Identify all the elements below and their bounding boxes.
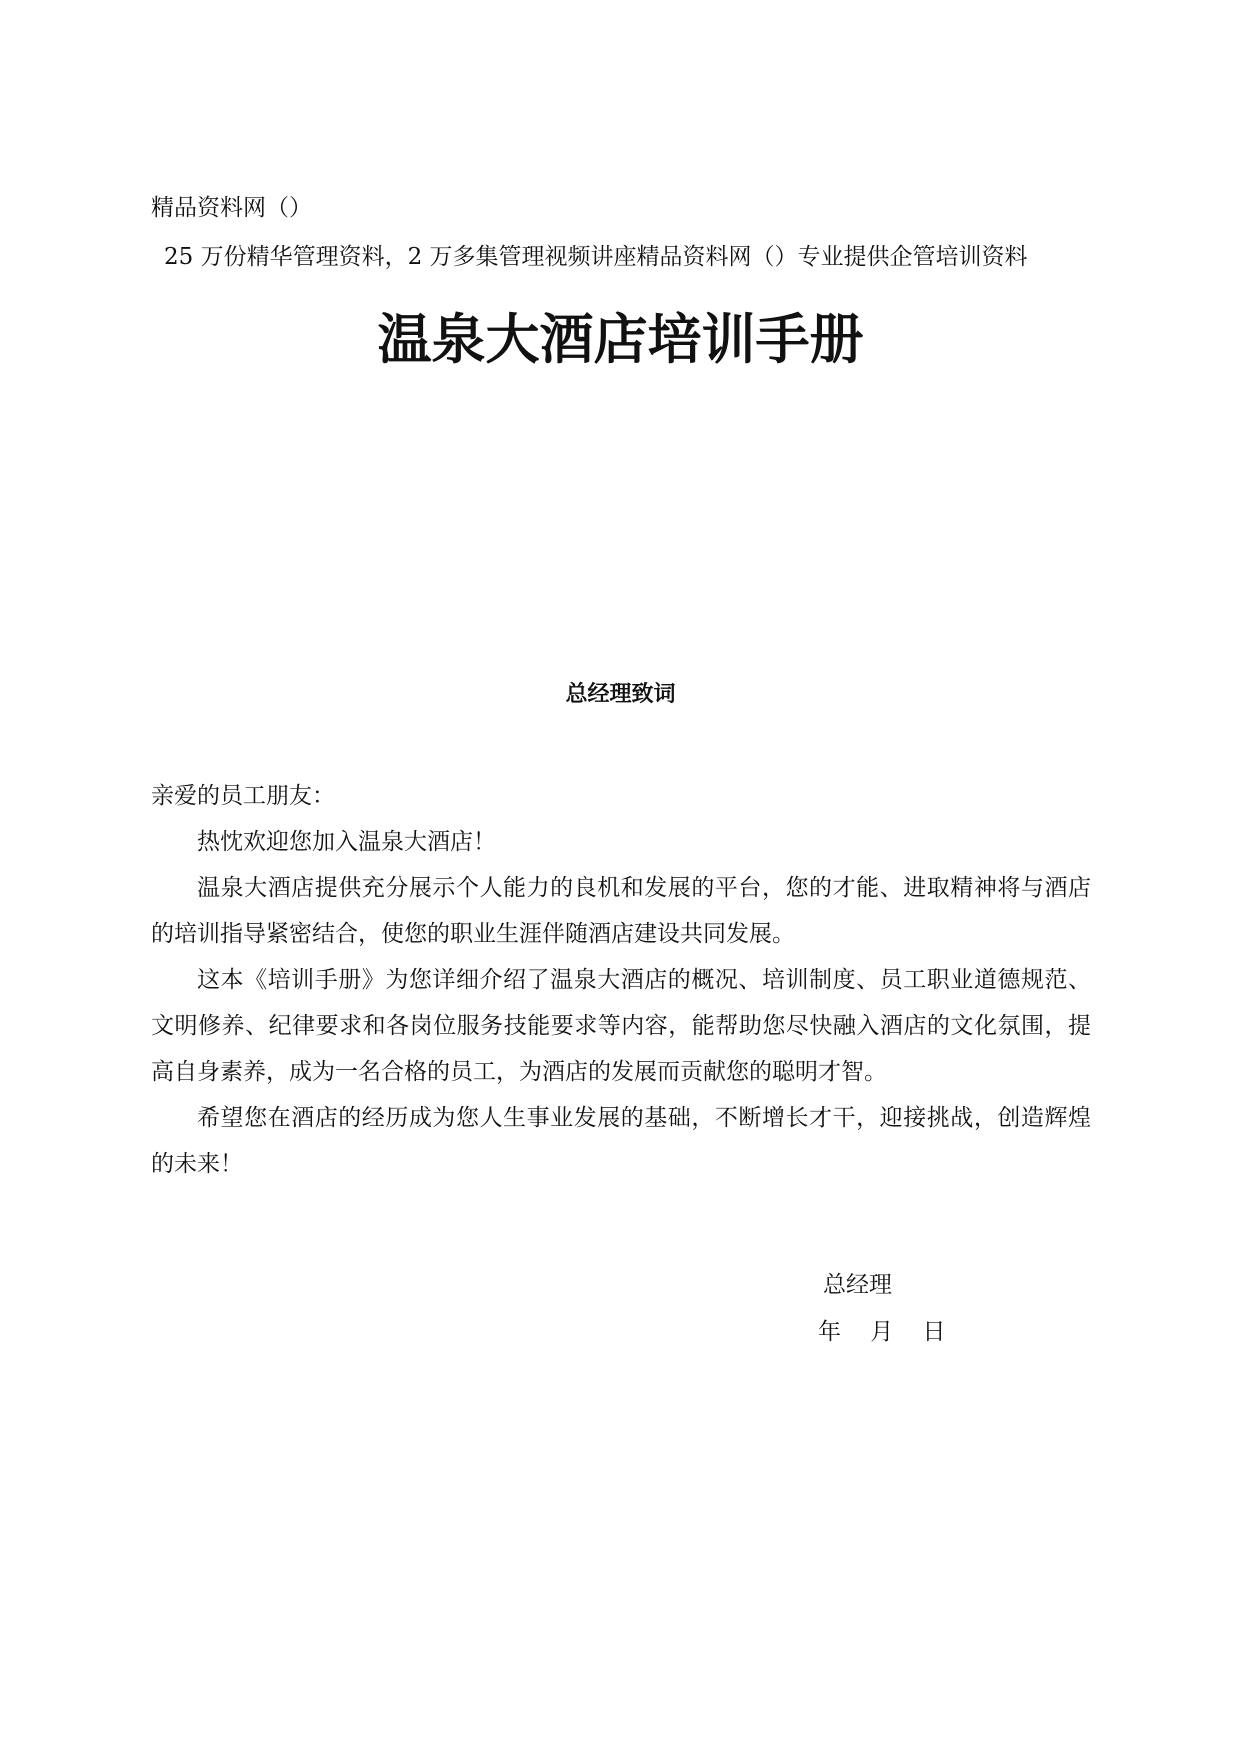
header-line-2: 25 万份精华管理资料，2 万多集管理视频讲座精品资料网（）专业提供企管培训资料 [164,244,1028,270]
letter-greeting: 亲爱的员工朋友： [151,783,335,809]
letter-paragraph: 希望您在酒店的经历成为您人生事业发展的基础，不断增长才干，迎接挑战，创造辉煌的未来！ [151,1105,1091,1177]
document-title: 温泉大酒店培训手册 [377,307,864,371]
date-line: 年 月 日 [818,1319,946,1345]
signature: 总经理 [823,1272,892,1298]
header-line-1: 精品资料网（） [151,195,312,221]
letter-paragraph: 温泉大酒店提供充分展示个人能力的良机和发展的平台，您的才能、进取精神将与酒店的培训指导紧密结合，使您的职业生涯伴随酒店建设共同发展。 [151,875,1091,947]
letter-paragraph: 热忱欢迎您加入温泉大酒店！ [197,829,496,855]
letter-paragraph: 这本《培训手册》为您详细介绍了温泉大酒店的概况、培训制度、员工职业道德规范、文明修养、纪律要求和各岗位服务技能要求等内容，能帮助您尽快融入酒店的文化氛围，提高自身素养，成为一名合格的员工，为酒店的发展而贡献您的聪明才智。 [151,967,1091,1085]
section-title: 总经理致词 [565,682,676,707]
letter-body [151,773,1091,1187]
